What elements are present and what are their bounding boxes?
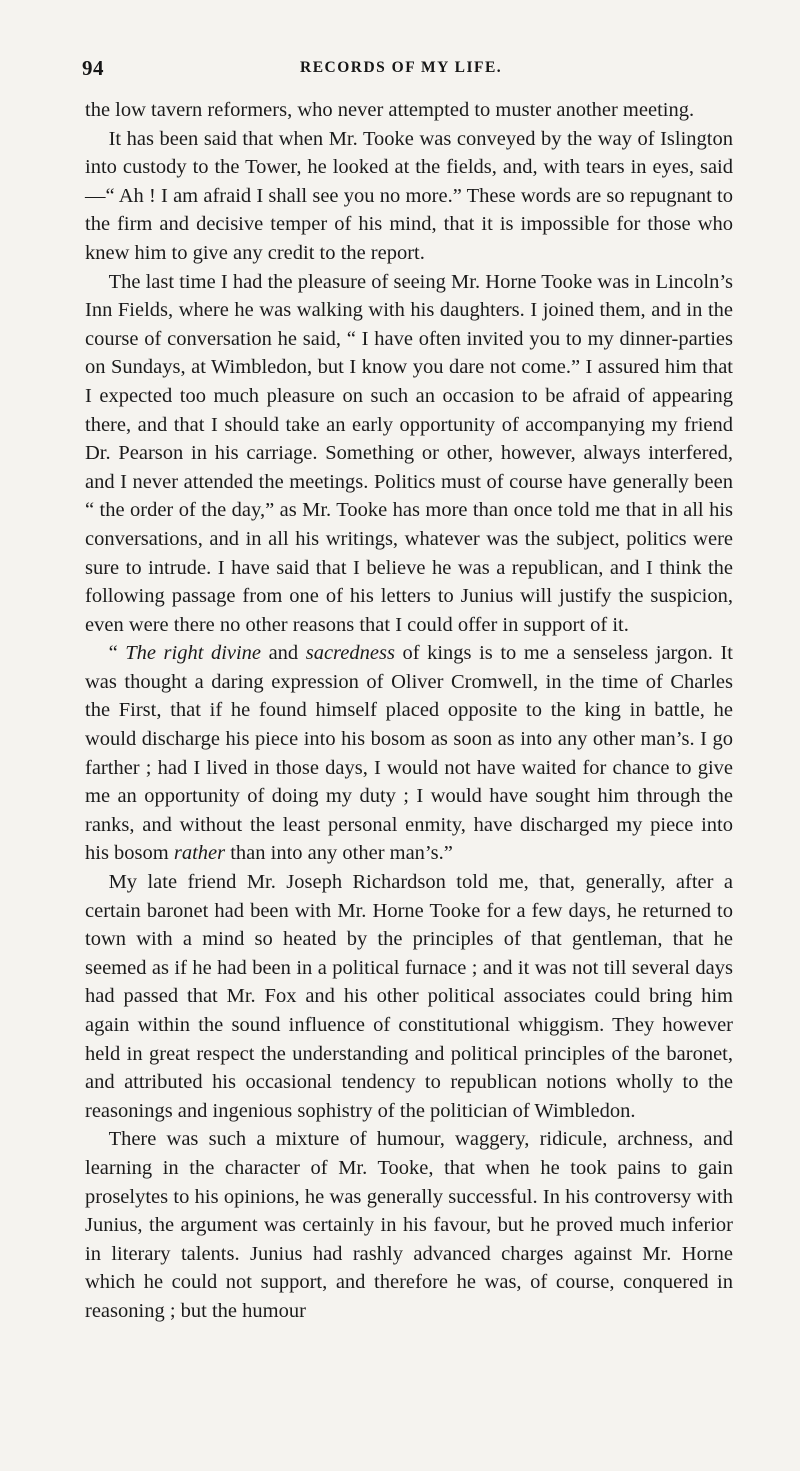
- italic-text: The right divine: [125, 642, 262, 665]
- paragraph: [85, 268, 733, 640]
- page-header: [82, 56, 732, 86]
- paragraph-text: “: [108, 642, 126, 665]
- paragraph: [85, 125, 733, 268]
- paragraph-text: There was such a mixture of humour, waggery, ridicule, archness, and learning in the character of Mr. Tooke, that when he took pains to gain proselytes to his opinions, he was generally successful. In his controversy with Junius, the argument was certainly in his favour, but he proved much inferior in literary talents. Junius had rashly advanced charges against Mr. Horne which he could not support, and therefore he was, of course, conquered in reasoning ; but the humour: [85, 1128, 733, 1322]
- paragraph: [85, 96, 733, 125]
- paragraph-text: the low tavern reformers, who never attempted to muster another meeting.: [85, 99, 695, 121]
- paragraph: [85, 868, 733, 1125]
- paragraph: [85, 639, 733, 868]
- running-title: RECORDS OF MY LIFE.: [300, 59, 503, 76]
- paragraph-text: My late friend Mr. Joseph Richardson told me, that, generally, after a certain baronet had been with Mr. Horne Tooke for a few days, he returned to town with a mind so heated by the principles of that gentleman, that he seemed as if he had been in a political furnace ; and it was not till several days had passed that Mr. Fox and his other political associates could bring him again within the sound influence of constitutional whiggism. They however held in great respect the understanding and political principles of the baronet, and attributed his occasional tendency to republican notions wholly to the reasonings and ingenious sophistry of the politician of Wimbledon.: [85, 871, 733, 1122]
- italic-text: sacredness: [305, 642, 395, 665]
- body-text: [85, 96, 733, 1326]
- paragraph: [85, 1125, 733, 1325]
- page-number: 94: [82, 56, 104, 80]
- paragraph-text: The last time I had the pleasure of seeing Mr. Horne Tooke was in Lincoln’s Inn Fields, where he was walking with his daughters. I joined them, and in the course of conversation he said, “ I have often invited you to my dinner-parties on Sundays, at Wimbledon, but I know you dare not come.” I assured him that I expected too much pleasure on such an occasion to be afraid of appearing there, and that I should take an early opportunity of accompanying my friend Dr. Pearson in his carriage. Something or other, however, always interfered, and I never attended the meetings. Politics must of course have generally been “ the order of the day,” as Mr. Tooke has more than once told me that in all his conversations, and in all his writings, whatever was the subject, politics were sure to intrude. I have said that I believe he was a republican, and I think the following passage from one of his letters to Junius will justify the suspicion, even were there no other reasons that I could offer in support of it.: [85, 270, 733, 636]
- paragraph-text: than into any other man’s.”: [225, 842, 453, 865]
- italic-text: rather: [173, 842, 226, 865]
- paragraph-text: of kings is to me a senseless jargon. It was thought a daring expression of Oliver Cromwell, in the time of Charles the First, that if he found himself placed opposite to the king in battle, he would discharge his piece into his bosom as soon as into any other man’s. I go farther ; had I lived in those days, I would not have waited for chance to give me an opportunity of doing my duty ; I would have sought him through the ranks, and without the least personal enmity, have discharged my piece into his bosom: [85, 642, 733, 865]
- paragraph-text: and: [261, 642, 306, 665]
- paragraph-text: It has been said that when Mr. Tooke was conveyed by the way of Islington into custody to the Tower, he looked at the fields, and, with tears in eyes, said—“ Ah ! I am afraid I shall see you no more.” These words are so repugnant to the firm and decisive temper of his mind, that it is impossible for those who knew him to give any credit to the report.: [85, 127, 733, 264]
